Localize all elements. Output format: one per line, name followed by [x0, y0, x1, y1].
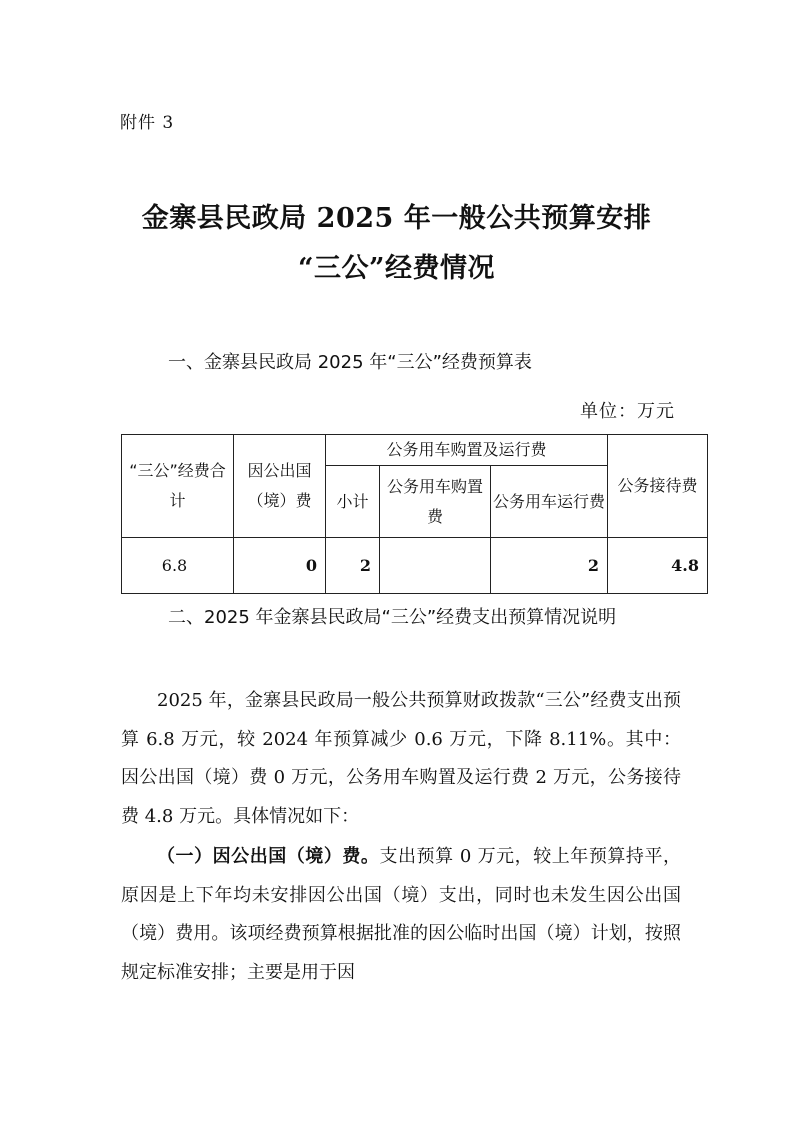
paragraph-abroad [121, 838, 681, 992]
unit-label: 单位：万元 [580, 401, 675, 422]
header-vehicle-operation: 公务用车运行费 [491, 466, 608, 538]
header-subtotal: 小计 [326, 466, 380, 538]
paragraph-summary: 2025 年，金寨县民政局一般公共预算财政拨款“三公”经费支出预算 6.8 万元，较 2024 年预算减少 0.6 万元，下降 8.11%。其中：因公出国（境）费 0 万元，公务用车购置及运行费 2 万元，公务接待费 4.8 万元。具体情况如下： [121, 690, 681, 827]
document-title-line2: “三公”经费情况 [297, 253, 496, 284]
cell-abroad: 0 [234, 538, 326, 594]
header-vehicle-purchase: 公务用车购置费 [380, 466, 491, 538]
section2-heading: 二、2025 年金寨县民政局“三公”经费支出预算情况说明 [168, 607, 617, 628]
cell-vehicle-operation: 2 [491, 538, 608, 594]
cell-vehicle-purchase [380, 538, 491, 594]
header-reception: 公务接待费 [608, 435, 708, 538]
paragraph-abroad-text: 支出预算 0 万元，较上年预算持平，原因是上下年均未安排因公出国（境）支出，同时也未发生因公出国（境）费用。该项经费预算根据批准的因公临时出国（境）计划，按照规定标准安排；主要是用于因 [121, 846, 681, 983]
header-vehicle-group: 公务用车购置及运行费 [326, 435, 608, 466]
document-title-line1: 金寨县民政局 2025 年一般公共预算安排 [141, 203, 652, 234]
cell-reception: 4.8 [608, 538, 708, 594]
header-abroad: 因公出国（境）费 [234, 435, 326, 538]
header-total: “三公”经费合计 [122, 435, 234, 538]
section1-heading: 一、金寨县民政局 2025 年“三公”经费预算表 [168, 352, 532, 373]
cell-subtotal: 2 [326, 538, 380, 594]
paragraph-abroad-label: （一）因公出国（境）费。 [157, 846, 380, 867]
budget-table [121, 434, 708, 594]
cell-total: 6.8 [122, 538, 234, 594]
attachment-label: 附件 3 [120, 113, 175, 133]
